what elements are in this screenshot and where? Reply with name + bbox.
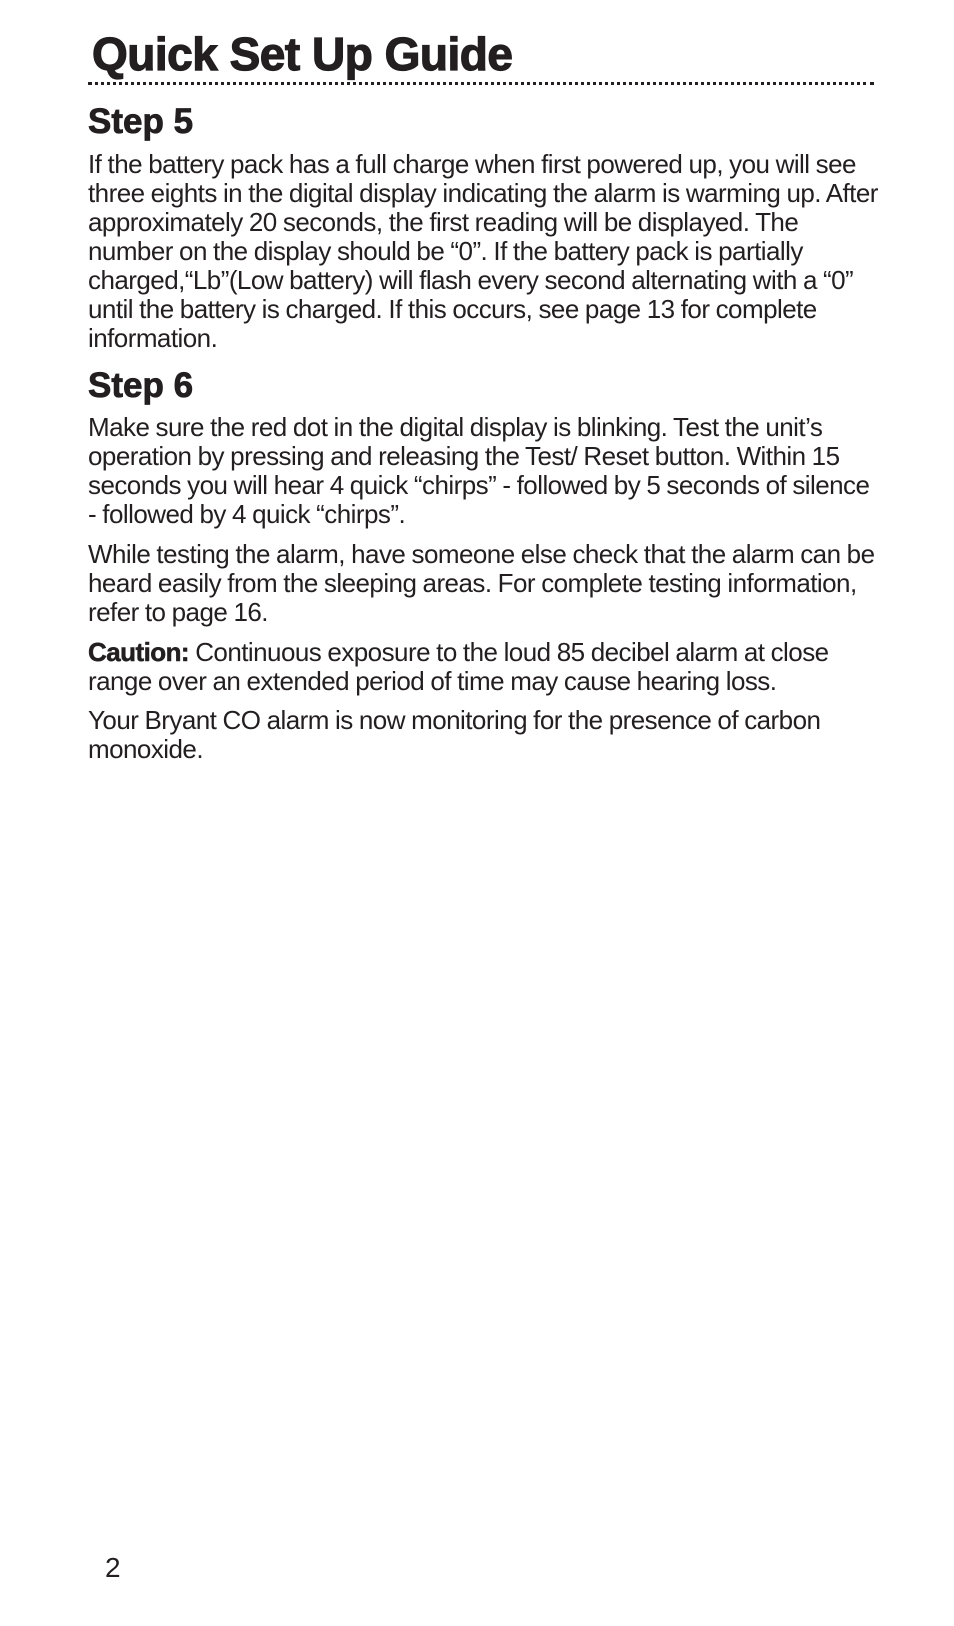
dotted-divider bbox=[88, 82, 874, 85]
step-5-heading: Step 5 bbox=[88, 102, 194, 141]
step-5-paragraph: If the battery pack has a full charge when first powered up, you will see three eights in the digital display indicating the alarm is warming up. After approximately 20 seconds, the first reading will be displayed. The number on the display should be “0”. If the battery pack is partially charged,“Lb”(Low battery) will flash every second alternating with a “0” until the battery is charged. If this occurs, see page 13 for complete information. bbox=[88, 149, 878, 353]
caution-text: Continuous exposure to the loud 85 decibel alarm at close range over an extended period of time may cause hearing loss. bbox=[88, 637, 829, 696]
step-6-heading: Step 6 bbox=[88, 366, 194, 405]
monitoring-paragraph: Your Bryant CO alarm is now monitoring for the presence of carbon monoxide. bbox=[88, 705, 821, 764]
page-number: 2 bbox=[105, 1552, 121, 1583]
step-6-test-paragraph: Make sure the red dot in the digital display is blinking. Test the unit’s operation by pressing and releasing the Test/ Reset button. Within 15 seconds you will hear 4 quick “chirps” - followed by 5 seconds of silence - followed by 4 quick “chirps”. bbox=[88, 412, 870, 529]
caution-paragraph bbox=[88, 638, 878, 696]
step-6-hearing-check-paragraph: While testing the alarm, have someone else check that the alarm can be heard easily from the sleeping areas. For complete testing information, refer to page 16. bbox=[88, 539, 875, 627]
caution-label: Caution: bbox=[88, 637, 190, 667]
page-title: Quick Set Up Guide bbox=[92, 28, 513, 80]
